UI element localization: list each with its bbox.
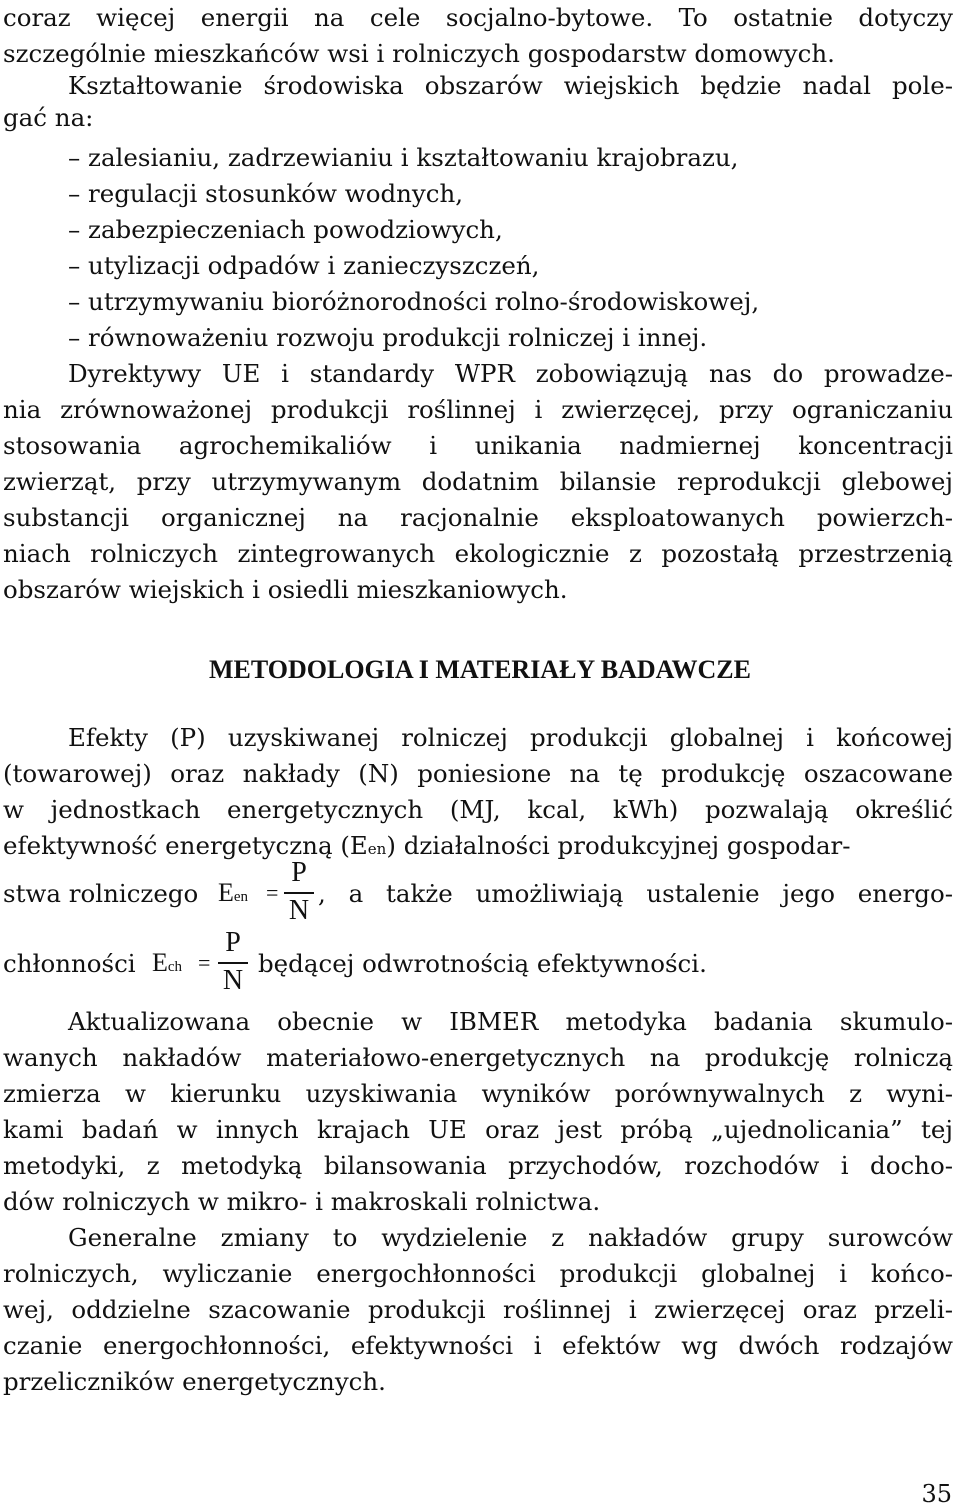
fraction-bar [218,962,248,964]
text-line: chłonności [3,949,136,978]
text-line: stwa rolniczego [3,879,199,908]
list-item: – regulacji stosunków wodnych, [68,179,464,208]
text-line: coraz więcej energii na cele socjalno-bytowe. To ostatnie dotyczy [3,3,953,32]
text-line: zmierza w kierunku uzyskiwania wyników porównywalnych z wyni- [3,1079,953,1108]
text-line: Kształtowanie środowiska obszarów wiejskich będzie nadal pole- [68,71,953,100]
text-line: , a także umożliwiają ustalenie jego energo- [318,879,953,908]
text-line: wanych nakładów materiałowo-energetycznych na produkcję rolniczą [3,1043,953,1072]
text-line: wej, oddzielne szacowanie produkcji roślinnej i zwierzęcej oraz przeli- [3,1295,953,1324]
list-item: – zabezpieczeniach powodziowych, [68,215,503,244]
formula-equals: = [266,880,279,905]
fraction-bar [284,892,314,894]
list-item: – utrzymywaniu bioróżnorodności rolno-środowiskowej, [68,287,760,316]
text-line: kami badań w innych krajach UE oraz jest próbą „ujednolicania” tej [3,1115,953,1144]
section-heading: METODOLOGIA I MATERIAŁY BADAWCZE [209,655,751,684]
fraction-numerator: P [291,857,307,888]
text-line: obszarów wiejskich i osiedli mieszkaniowych. [3,575,568,604]
text-line: w jednostkach energetycznych (MJ, kcal, kWh) pozwalają określić [3,795,953,824]
text-line: niach rolniczych zintegrowanych ekologicznie z pozostałą przestrzenią [3,539,953,568]
list-item: – zalesianiu, zadrzewianiu i kształtowaniu krajobrazu, [68,143,739,172]
page-number: 35 [921,1480,952,1508]
text-line: Efekty (P) uzyskiwanej rolniczej produkcji globalnej i końcowej [68,723,953,752]
fraction-denominator: N [288,895,310,926]
fraction-numerator: P [225,927,241,958]
text-line: Dyrektywy UE i standardy WPR zobowiązują nas do prowadze- [68,359,953,388]
text-line: zwierząt, przy utrzymywanym dodatnim bilansie reprodukcji glebowej [3,467,953,496]
text-line: gać na: [3,103,94,132]
text-line: substancji organicznej na racjonalnie eksploatowanych powierzch- [3,503,953,532]
formula-e-ch: Ech [152,948,183,977]
text-line: dów rolniczych w mikro- i makroskali rolnictwa. [3,1187,601,1216]
text-line: (towarowej) oraz nakłady (N) poniesione na tę produkcję oszacowane [3,759,953,788]
text-line: Generalne zmiany to wydzielenie z nakładów grupy surowców [68,1223,953,1252]
text-line: rolniczych, wyliczanie energochłonności produkcji globalnej i końco- [3,1259,953,1288]
text-line-en: efektywność energetyczną (Een) działalności produkcyjnej gospodar- [3,831,851,860]
fraction [218,927,248,996]
text-line: czanie energochłonności, efektywności i efektów wg dwóch rodzajów [3,1331,953,1360]
fraction [284,857,314,926]
text-line: będącej odwrotnością efektywności. [258,949,707,978]
list-item: – równoważeniu rozwoju produkcji rolniczej i innej. [68,323,708,352]
text-line: nia zrównoważonej produkcji roślinnej i zwierzęcej, przy ograniczaniu [3,395,953,424]
formula-equals: = [198,950,211,975]
list-item: – utylizacji odpadów i zanieczyszczeń, [68,251,540,280]
text-line: przeliczników energetycznych. [3,1367,386,1396]
text-line: stosowania agrochemikaliów i unikania nadmiernej koncentracji [3,431,953,460]
text-line: Aktualizowana obecnie w IBMER metodyka badania skumulo- [68,1007,953,1036]
text-line: szczególnie mieszkańców wsi i rolniczych gospodarstw domowych. [3,39,835,68]
fraction-denominator: N [222,965,244,996]
text-line: metodyki, z metodyką bilansowania przychodów, rozchodów i docho- [3,1151,953,1180]
formula-e-en: Een [218,878,249,907]
